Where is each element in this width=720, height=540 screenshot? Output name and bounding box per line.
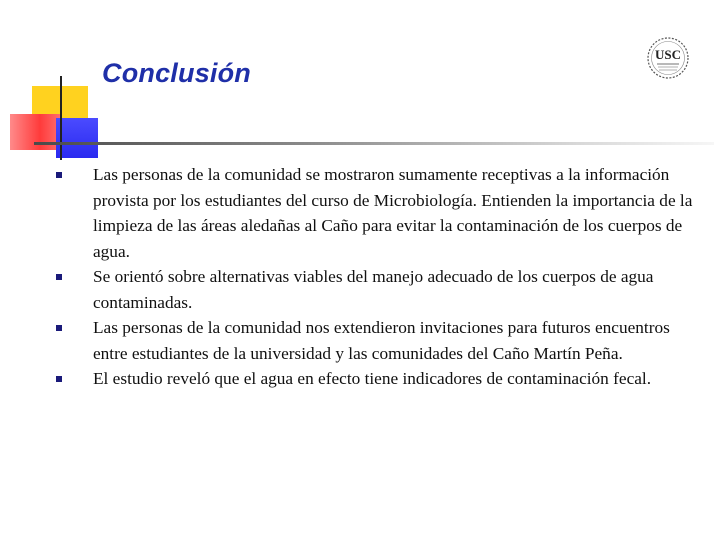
decor-vertical-line	[60, 76, 62, 160]
bullet-square-icon	[56, 172, 62, 178]
slide-title: Conclusión	[102, 58, 251, 88]
bullet-item	[56, 366, 704, 392]
bullet-item	[56, 264, 704, 315]
title-underline	[34, 142, 714, 145]
bullet-text: Se orientó sobre alternativas viables del manejo adecuado de los cuerpos de agua contaminadas.	[93, 267, 654, 312]
usc-logo	[646, 36, 690, 80]
bullet-text: Las personas de la comunidad nos extendieron invitaciones para futuros encuentros entre estudiantes de la universidad y las comunidades del Caño Martín Peña.	[93, 318, 670, 363]
bullet-text: El estudio reveló que el agua en efecto tiene indicadores de contaminación fecal.	[93, 369, 652, 388]
bullet-square-icon	[56, 274, 62, 280]
bullet-square-icon	[56, 325, 62, 331]
logo-text: USC	[654, 47, 682, 62]
decor-blue-square	[56, 118, 98, 158]
bullet-text: Las personas de la comunidad se mostraron sumamente receptivas a la información provista por los estudiantes del curso de Microbiología. Entienden la importancia de la limpieza de las áreas aledañas al Caño para evitar la contaminación de los cuerpos de agua.	[93, 165, 693, 261]
bullet-item	[56, 315, 704, 366]
bullet-square-icon	[56, 376, 62, 382]
bullet-item	[56, 162, 704, 264]
bullet-list	[56, 162, 704, 392]
